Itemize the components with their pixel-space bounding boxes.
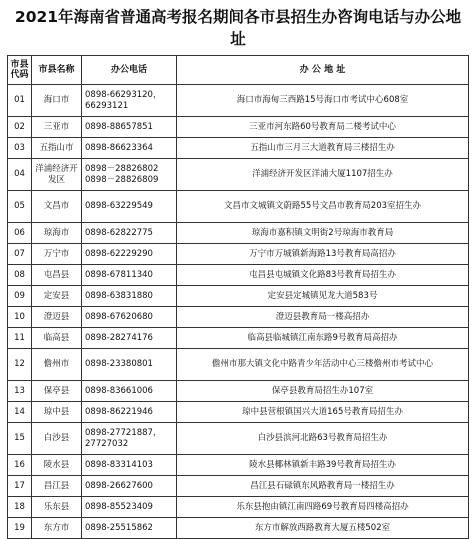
- row-code-cell: 10: [8, 307, 32, 328]
- row-address-cell: 文昌市文城镇文蔚路55号文昌市教育局203室招生办: [177, 191, 469, 223]
- row-phone-cell: 0898-63831880: [82, 286, 177, 307]
- row-name-cell: 琼海市: [32, 223, 82, 244]
- contact-table: [7, 55, 469, 539]
- row-code-cell: 13: [8, 381, 32, 402]
- table-row: [8, 117, 469, 138]
- row-code-cell: 15: [8, 423, 32, 455]
- row-name-cell: 乐东县: [32, 497, 82, 518]
- row-address-cell: 白沙县滨河北路63号教育局招生办: [177, 423, 469, 455]
- row-code-cell: 03: [8, 138, 32, 159]
- row-code-cell: 08: [8, 265, 32, 286]
- row-name-cell: 三亚市: [32, 117, 82, 138]
- table-row: [8, 159, 469, 191]
- row-phone-cell: 0898-83661006: [82, 381, 177, 402]
- table-row: [8, 402, 469, 423]
- row-name-cell: 白沙县: [32, 423, 82, 455]
- row-name-cell: 昌江县: [32, 476, 82, 497]
- row-phone-cell: 0898-83314103: [82, 455, 177, 476]
- row-phone-cell: 0898-67811340: [82, 265, 177, 286]
- row-address-cell: 临高县临城镇江南东路9号教育局高招办: [177, 328, 469, 349]
- table-row: [8, 265, 469, 286]
- row-code-cell: 06: [8, 223, 32, 244]
- row-phone-cell: 0898-28274176: [82, 328, 177, 349]
- table-row: [8, 455, 469, 476]
- row-phone-cell: 0898-67620680: [82, 307, 177, 328]
- row-code-cell: 18: [8, 497, 32, 518]
- row-name-cell: 五指山市: [32, 138, 82, 159]
- row-address-cell: 琼海市嘉积镇文明街2号琼海市教育局: [177, 223, 469, 244]
- table-body: [8, 85, 469, 539]
- table-row: [8, 286, 469, 307]
- table-row: [8, 191, 469, 223]
- row-name-cell: 澄迈县: [32, 307, 82, 328]
- row-address-cell: 定安县定城镇见龙大道583号: [177, 286, 469, 307]
- row-name-cell: 陵水县: [32, 455, 82, 476]
- row-phone-cell: 0898-86623364: [82, 138, 177, 159]
- row-phone-cell: 0898-85523409: [82, 497, 177, 518]
- row-phone-cell: 0898-26627600: [82, 476, 177, 497]
- row-name-cell: 海口市: [32, 85, 82, 117]
- row-phone-cell: 0898-23380801: [82, 349, 177, 381]
- row-phone-cell: 0898－28826802 0898－28826809: [82, 159, 177, 191]
- row-address-cell: 儋州市那大镇文化中路青少年活动中心三楼儋州市考试中心: [177, 349, 469, 381]
- row-phone-cell: 0898-86221946: [82, 402, 177, 423]
- row-phone-cell: 0898-63229549: [82, 191, 177, 223]
- table-row: [8, 518, 469, 539]
- header-phone: 办公电话: [82, 56, 177, 85]
- table-row: [8, 423, 469, 455]
- row-address-cell: 东方市解放西路教育大厦五楼502室: [177, 518, 469, 539]
- row-phone-cell: 0898-25515862: [82, 518, 177, 539]
- table-row: [8, 349, 469, 381]
- row-name-cell: 洋浦经济开发区: [32, 159, 82, 191]
- row-address-cell: 五指山市三月三大道教育局三楼招生办: [177, 138, 469, 159]
- table-row: [8, 307, 469, 328]
- row-phone-cell: 0898-88657851: [82, 117, 177, 138]
- header-code: 市县代码: [8, 56, 32, 85]
- row-name-cell: 儋州市: [32, 349, 82, 381]
- table-row: [8, 497, 469, 518]
- row-address-cell: 三亚市河东路60号教育局二楼考试中心: [177, 117, 469, 138]
- table-row: [8, 328, 469, 349]
- row-name-cell: 保亭县: [32, 381, 82, 402]
- row-phone-cell: 0898-27721887，27727032: [82, 423, 177, 455]
- row-address-cell: 乐东县抱由镇江南四路69号教育局四楼高招办: [177, 497, 469, 518]
- row-address-cell: 昌江县石碌镇东风路教育局一楼招生办: [177, 476, 469, 497]
- page-title: 2021年海南省普通高考报名期间各市县招生办咨询电话与办公地址: [14, 8, 462, 48]
- row-code-cell: 02: [8, 117, 32, 138]
- row-code-cell: 09: [8, 286, 32, 307]
- row-phone-cell: 0898-62229290: [82, 244, 177, 265]
- row-address-cell: 屯昌县屯城镇文化路83号教育局招生办: [177, 265, 469, 286]
- row-name-cell: 东方市: [32, 518, 82, 539]
- table-row: [8, 476, 469, 497]
- row-name-cell: 文昌市: [32, 191, 82, 223]
- row-address-cell: 澄迈县教育局一楼高招办: [177, 307, 469, 328]
- row-address-cell: 万宁市万城镇新海路13号教育局高招办: [177, 244, 469, 265]
- row-code-cell: 01: [8, 85, 32, 117]
- header-address: 办 公 地 址: [177, 56, 469, 85]
- row-code-cell: 12: [8, 349, 32, 381]
- row-code-cell: 14: [8, 402, 32, 423]
- row-code-cell: 07: [8, 244, 32, 265]
- row-address-cell: 海口市海甸三西路15号海口市考试中心608室: [177, 85, 469, 117]
- row-name-cell: 万宁市: [32, 244, 82, 265]
- row-code-cell: 16: [8, 455, 32, 476]
- row-code-cell: 05: [8, 191, 32, 223]
- table-row: [8, 381, 469, 402]
- row-phone-cell: 0898-62822775: [82, 223, 177, 244]
- row-code-cell: 17: [8, 476, 32, 497]
- table-row: [8, 138, 469, 159]
- row-address-cell: 保亭县教育局招生办107室: [177, 381, 469, 402]
- row-name-cell: 屯昌县: [32, 265, 82, 286]
- row-address-cell: 琼中县营根镇国兴大道165号教育局招生办: [177, 402, 469, 423]
- table-row: [8, 223, 469, 244]
- row-code-cell: 19: [8, 518, 32, 539]
- row-name-cell: 定安县: [32, 286, 82, 307]
- row-name-cell: 琼中县: [32, 402, 82, 423]
- table-row: [8, 244, 469, 265]
- row-address-cell: 洋浦经济开发区洋浦大厦1107招生办: [177, 159, 469, 191]
- header-name: 市县名称: [32, 56, 82, 85]
- row-code-cell: 04: [8, 159, 32, 191]
- row-name-cell: 临高县: [32, 328, 82, 349]
- row-phone-cell: 0898-66293120，66293121: [82, 85, 177, 117]
- row-address-cell: 陵水县椰林镇新丰路39号教育局招生办: [177, 455, 469, 476]
- table-row: [8, 85, 469, 117]
- row-code-cell: 11: [8, 328, 32, 349]
- table-header-row: [8, 56, 469, 85]
